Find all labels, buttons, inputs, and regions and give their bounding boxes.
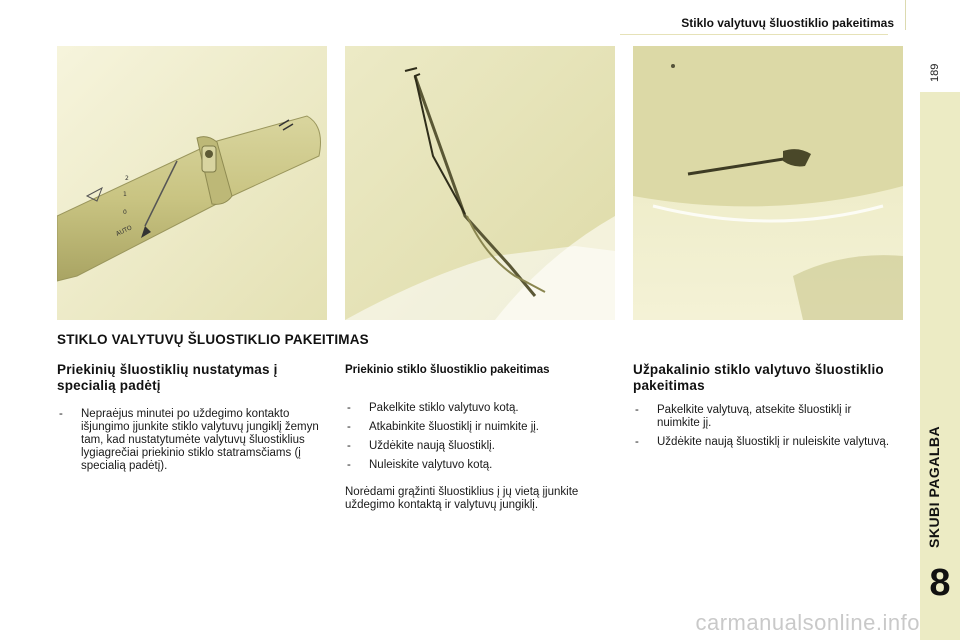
side-strip-band — [920, 92, 960, 640]
stalk-label-2: 2 — [125, 175, 129, 182]
stalk-label-auto: AUTO — [114, 224, 134, 238]
chapter-label: SKUBI PAGALBA — [926, 425, 942, 548]
column-heading: Priekinio stiklo šluostiklio pakeitimas — [345, 364, 550, 376]
list-item: - Uždėkite naują šluostiklį. — [345, 440, 617, 453]
front-wiper-illustration — [345, 46, 615, 320]
note-text: Norėdami grąžinti šluostiklius į jų vietą įjunkite uždegimo kontaktą ir valytuvų jungiklį. — [345, 486, 579, 511]
watermark: carmanualsonline.info — [695, 610, 920, 635]
column-heading: Užpakalinio stiklo valytuvo šluostiklio pakeitimas — [633, 362, 884, 393]
list-item: - Pakelkite valytuvą, atsekite šluostiklį ir nuimkite jį. — [633, 404, 895, 430]
column-rear-replace — [633, 362, 895, 455]
section-title: STIKLO VALYTUVŲ ŠLUOSTIKLIO PAKEITIMAS — [57, 332, 369, 347]
list-item: - Atkabinkite šluostiklį ir nuimkite jį. — [345, 421, 617, 434]
stalk-label-0: 0 — [123, 209, 127, 216]
page-number: 189 — [929, 63, 941, 82]
stalk-label-1: 1 — [123, 191, 127, 198]
rear-wiper-illustration — [633, 46, 903, 320]
instruction-list — [345, 402, 617, 472]
strip-divider — [905, 0, 906, 30]
list-item: - Nepraėjus minutei po uždegimo kontakto išjungimo įjunkite stiklo valytuvų jungiklį žemyn tam, kad nustatytumėte valytuvų šluostiklius lygiagrečiai priekinio stiklo statramsčiams (į specialią padėtį). — [57, 408, 329, 473]
running-header: Stiklo valytuvų šluostiklio pakeitimas — [681, 16, 894, 30]
column-front-replace — [345, 362, 617, 512]
column-heading: Priekinių šluostiklių nustatymas į specialią padėtį — [57, 362, 278, 393]
header-rule — [620, 34, 888, 35]
list-item: - Nuleiskite valytuvo kotą. — [345, 459, 617, 472]
column-front-position — [57, 362, 329, 479]
instruction-list — [633, 404, 895, 449]
instruction-list — [57, 408, 329, 473]
list-item: - Pakelkite stiklo valytuvo kotą. — [345, 402, 617, 415]
wiper-stalk-illustration — [57, 46, 327, 320]
list-item: - Uždėkite naują šluostiklį ir nuleiskite valytuvą. — [633, 436, 895, 449]
chapter-number: 8 — [929, 562, 951, 604]
